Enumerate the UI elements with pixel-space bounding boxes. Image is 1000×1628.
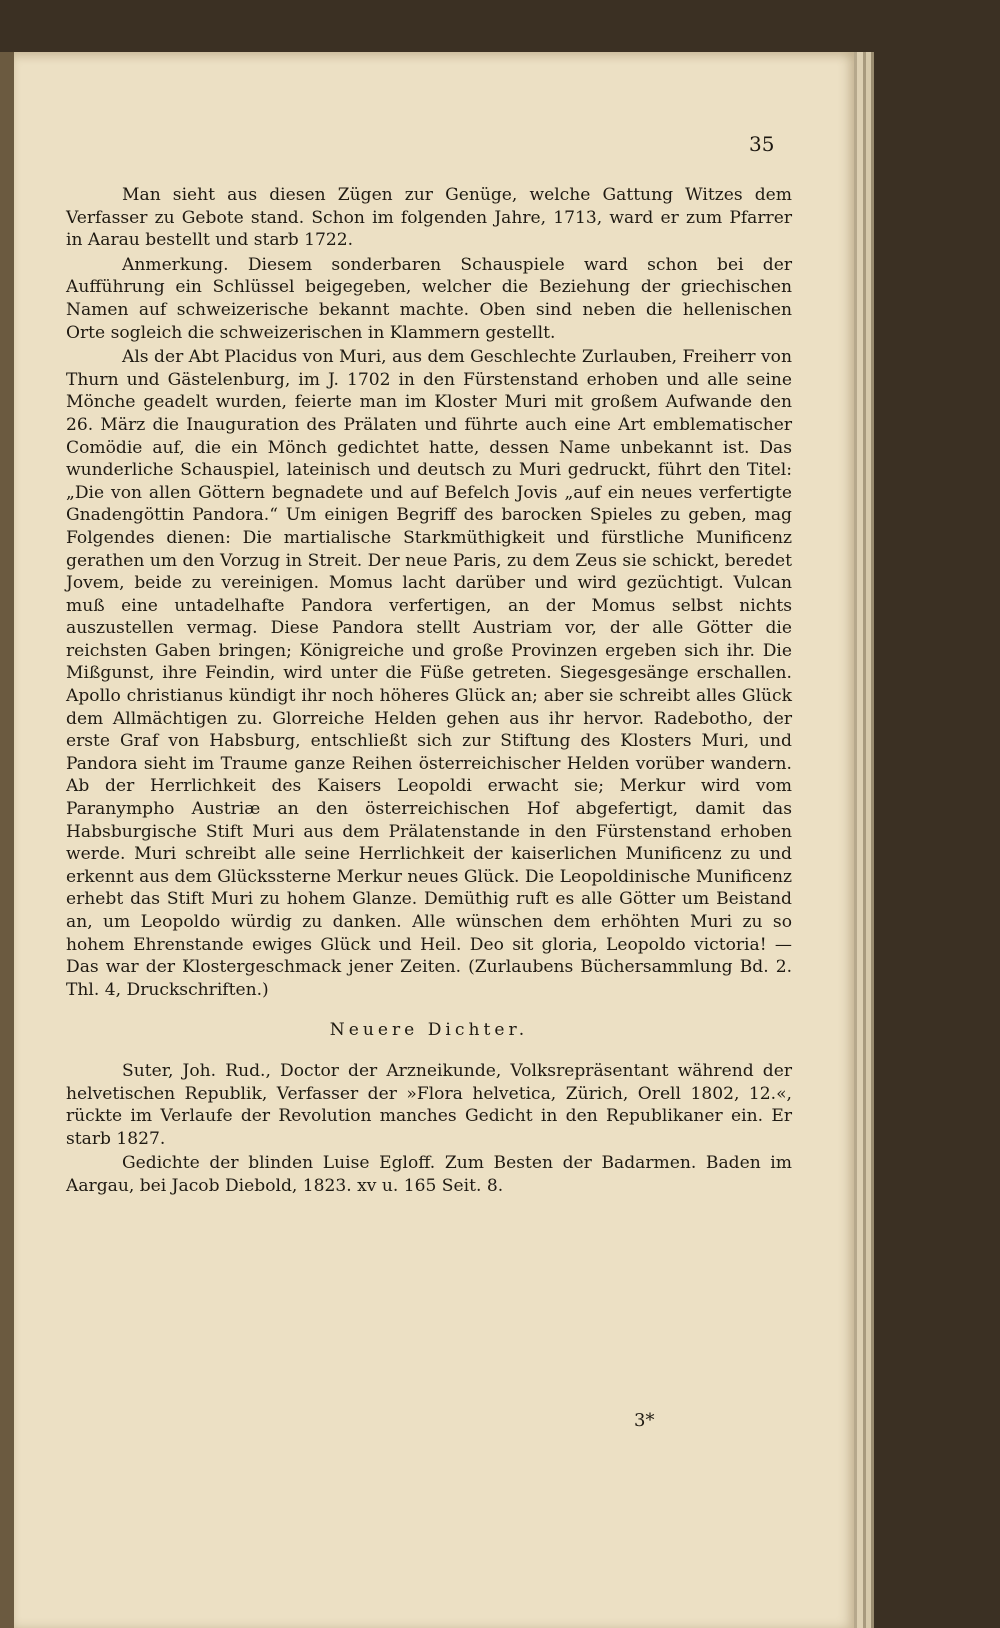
page-body xyxy=(66,184,792,1198)
paragraph-intro: Man sieht aus diesen Zügen zur Genüge, welche Gattung Witzes dem Verfasser zu Gebote stand. Schon im folgenden Jahre, 1713, ward er zum Pfarrer in Aarau bestellt und starb 1722. xyxy=(66,185,792,251)
book-spine xyxy=(0,52,14,1628)
paragraph-note: Anmerkung. Diesem sonderbaren Schauspiele ward schon bei der Aufführung ein Schlüssel beigegeben, welcher die Beziehung der griechischen Namen auf schweizerische bekannt machte. Oben sind neben die hellenischen Orte sogleich die schweizerischen in Klammern gestellt. xyxy=(66,254,792,343)
page-edge xyxy=(871,52,874,1628)
signature-mark: 3* xyxy=(634,1410,655,1431)
entry-egloff: Gedichte der blinden Luise Egloff. Zum Besten der Badarmen. Baden im Aargau, bei Jacob Diebold, 1823. xv u. 165 Seit. 8. xyxy=(66,1153,792,1196)
section-heading: Neuere Dichter. xyxy=(329,1020,529,1041)
page-number: 35 xyxy=(749,132,775,156)
entry-suter: Suter, Joh. Rud., Doctor der Arzneikunde, Volksrepräsentant während der helvetischen Republik, Verfasser der »Flora helvetica, Zürich, Orell 1802, 12.«, rückte im Verlaufe der Revolution manches Gedicht in den Republikaner ein. Er starb 1827. xyxy=(66,1060,792,1149)
paragraph-pandora: Als der Abt Placidus von Muri, aus dem Geschlechte Zurlauben, Freiherr von Thurn und Gästelenburg, im J. 1702 in den Fürstenstand erhoben und alle seine Mönche geadelt wurden, feierte man im Kloster Muri mit großem Aufwande den 26. März die Inauguration des Prälaten und führte auch eine Art emblematischer Comödie auf, die ein Mönch gedichtet hatte, dessen Name unbekannt ist. Das wunderliche Schauspiel, lateinisch und deutsch zu Muri gedruckt, führt den Titel: „Die von allen Göttern begnadete und auf Befelch Jovis „auf ein neues verfertigte Gnadengöttin Pandora.“ Um einigen Begriff des barocken Spieles zu geben, mag Folgendes dienen: Die martialische Starkmüthigkeit und fürstliche Munificenz gerathen um den Vorzug in Streit. Der neue Paris, zu dem Zeus sie schickt, beredet Jovem, beide zu vereinigen. Momus lacht darüber und wird gezüchtigt. Vulcan muß eine untadelhafte Pandora verfertigen, an der Momus selbst nichts auszustellen vermag. Diese Pandora stellt Austriam vor, der alle Götter die reichsten Gaben bringen; Königreiche und große Provinzen ergeben sich ihr. Die Mißgunst, ihre Feindin, wird unter die Füße getreten. Siegesgesänge erschallen. Apollo christianus kündigt ihr noch höheres Glück an; aber sie schreibt alles Glück dem Allmächtigen zu. Glorreiche Helden gehen aus ihr hervor. Radebotho, der erste Graf von Habsburg, entschließt sich zur Stiftung des Klosters Muri, und Pandora sieht im Traume ganze Reihen österreichischer Helden vorüber wandern. Ab der Herrlichkeit des Kaisers Leopoldi erwacht sie; Merkur wird vom Paranympho Austriæ an den österreichischen Hof abgefertigt, damit das Habsburgische Stift Muri aus dem Prälatenstande in den Fürstenstand erhoben werde. Muri schreibt alle seine Herrlichkeit der kaiserlichen Munificenz zu und erkennt aus dem Glückssterne Merkur neues Glück. Die Leopoldinische Munificenz erhebt das Stift Muri zu hohem Glanze. Demüthig ruft es alle Götter um Beistand an, um Leopoldo würdig zu danken. Alle wünschen dem erhöhten Muri zu so hohem Ehrenstande ewiges Glück und Heil. Deo sit gloria, Leopoldo victoria! — Das war der Klostergeschmack jener Zeiten. (Zurlaubens Büchersammlung Bd. 2. Thl. 4, Druckschriften.) xyxy=(66,347,792,1000)
